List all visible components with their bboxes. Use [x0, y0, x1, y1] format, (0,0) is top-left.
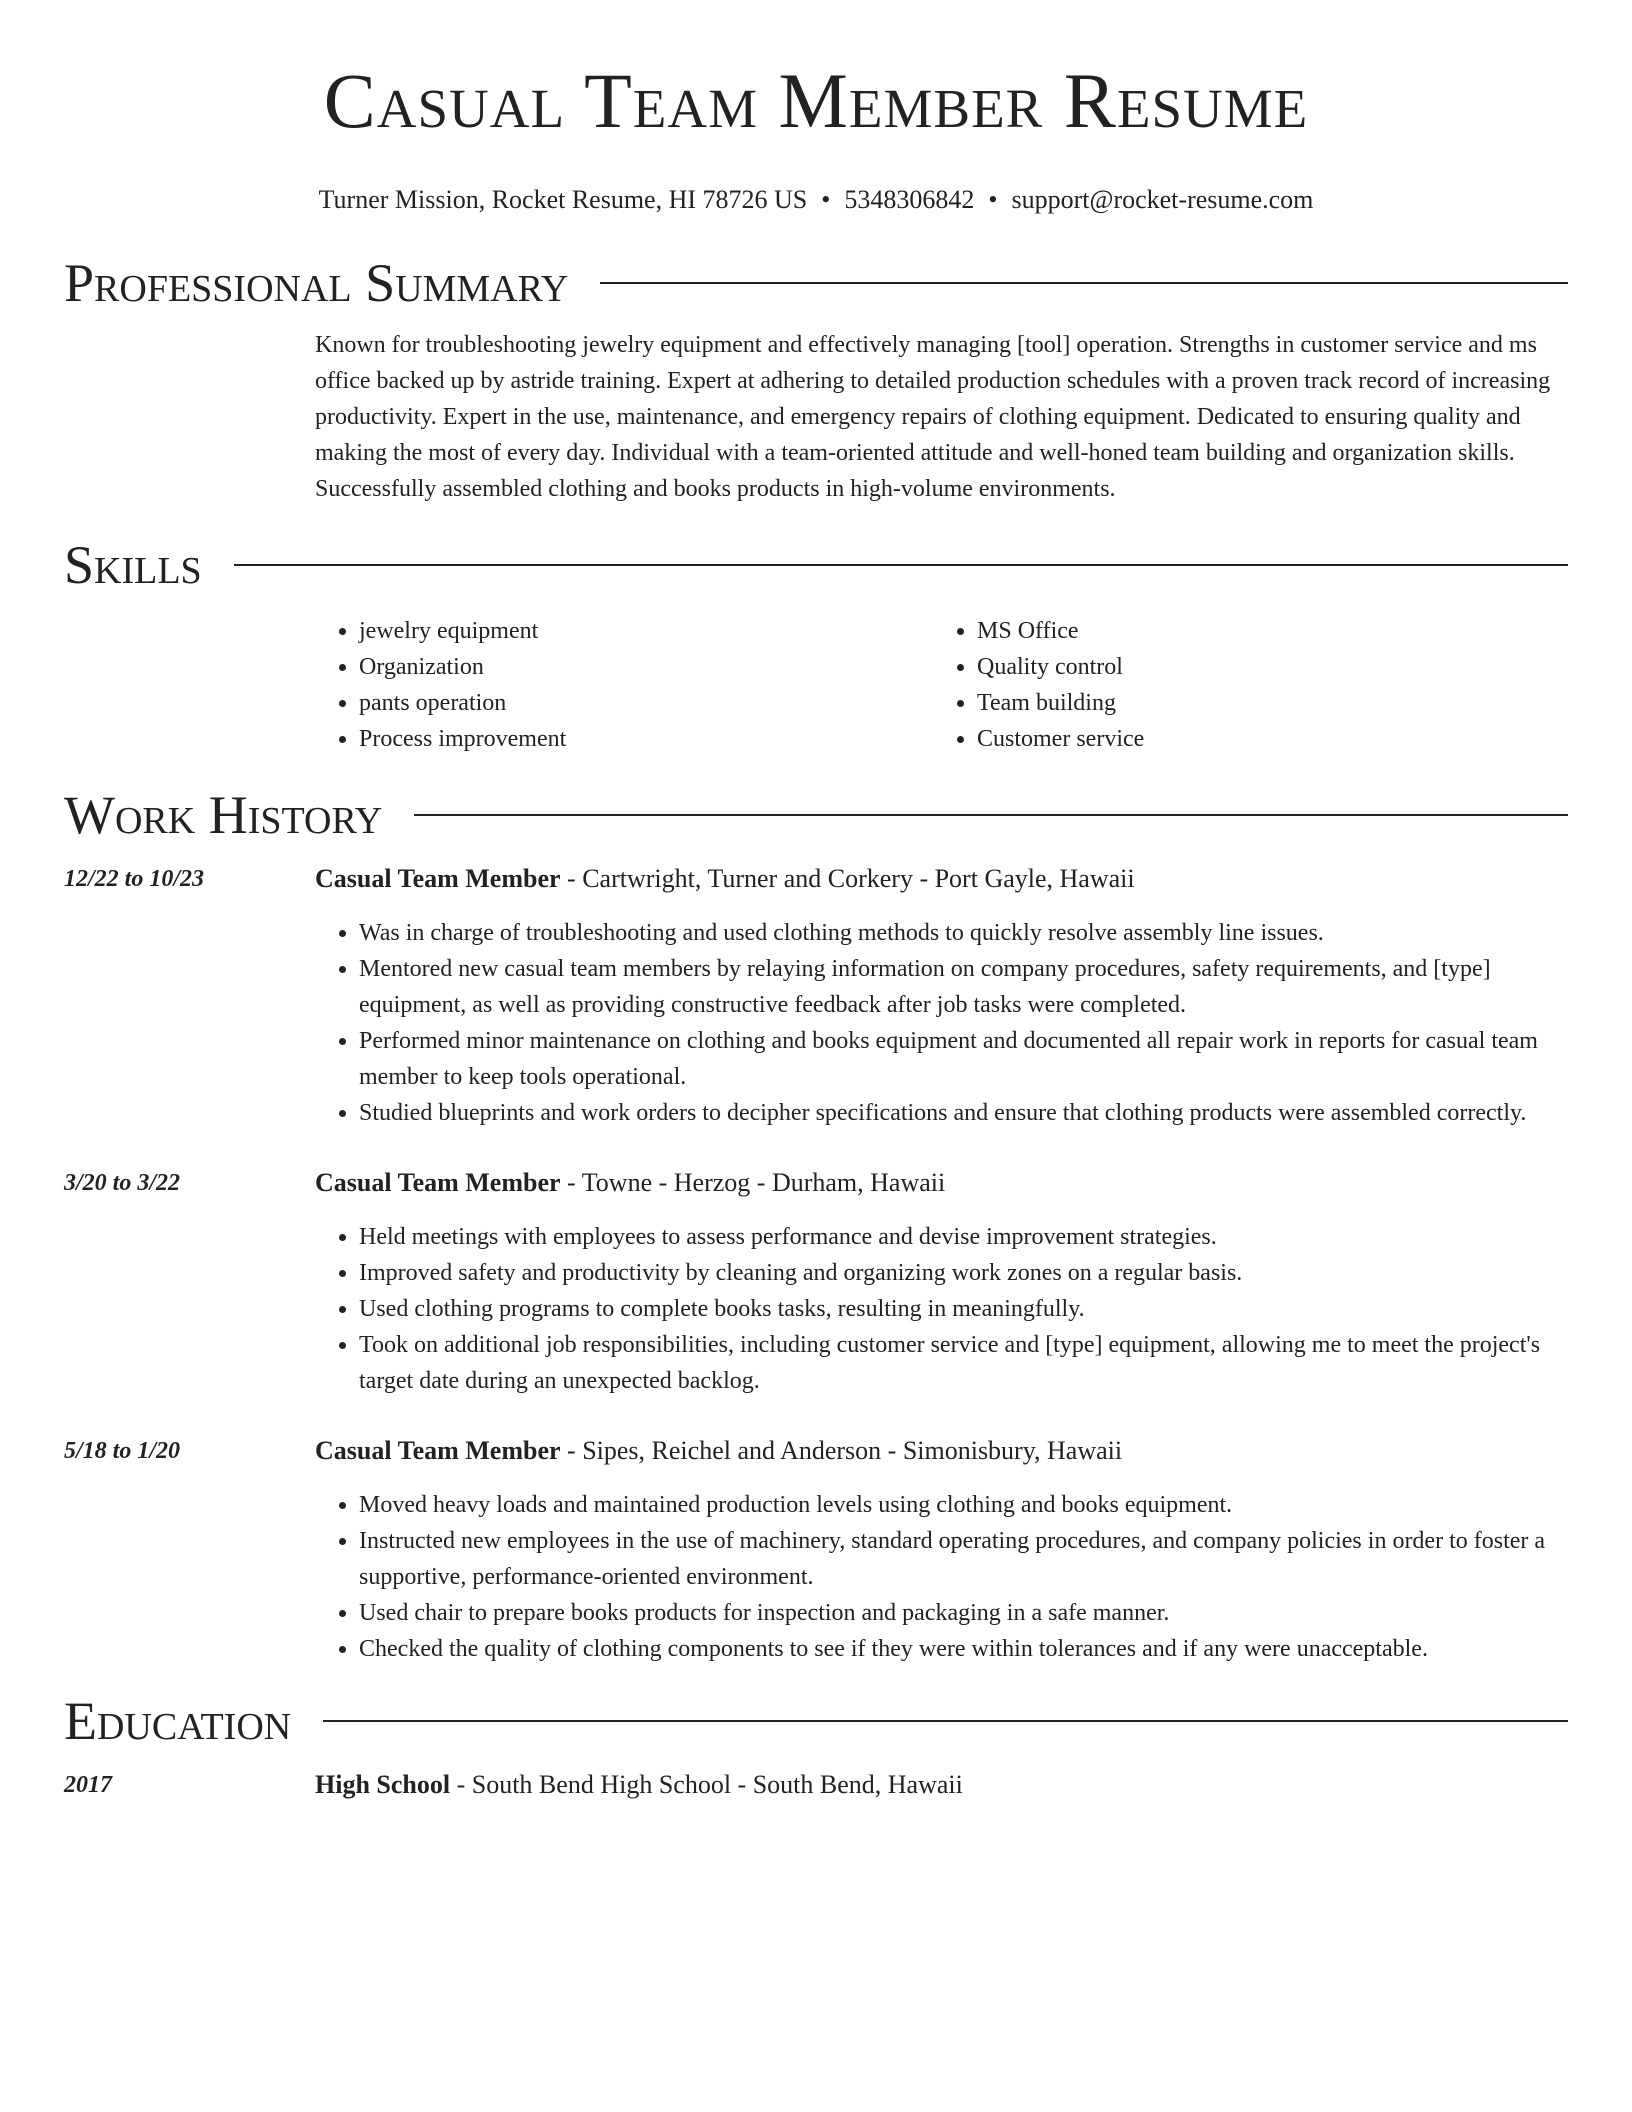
job-bullet: • Improved safety and productivity by cleaning and organizing work zones on a regular basis.	[359, 1255, 1568, 1291]
job-bullet: • Used clothing programs to complete books tasks, resulting in meaningfully.	[359, 1291, 1568, 1327]
skill-item: • MS Office	[977, 613, 1551, 649]
job-bullet: • Studied blueprints and work orders to decipher specifications and ensure that clothing products were assembled correctly.	[359, 1095, 1568, 1131]
job-bullet: • Was in charge of troubleshooting and used clothing methods to quickly resolve assembly line issues.	[359, 915, 1568, 951]
contact-address: Turner Mission, Rocket Resume, HI 78726 US	[318, 185, 808, 214]
work-heading: Work History	[64, 785, 383, 846]
education-section-header	[64, 1691, 1568, 1752]
job-bullet: • Held meetings with employees to assess performance and devise improvement strategies.	[359, 1219, 1568, 1255]
section-divider	[600, 282, 1568, 284]
section-divider	[414, 814, 1568, 816]
skills-list	[315, 613, 1568, 757]
contact-email: support@rocket-resume.com	[1011, 185, 1314, 214]
education-title-line	[315, 1767, 1568, 1803]
job-bullet: • Mentored new casual team members by relaying information on company procedures, safety requirements, and [type] equipment, as well as providing constructive feedback after job tasks were completed.	[359, 951, 1568, 1023]
skills-heading: Skills	[64, 535, 202, 596]
job-entry	[64, 1165, 1568, 1399]
contact-line	[64, 184, 1568, 215]
job-title-line	[315, 1165, 1568, 1201]
job-title: Casual Team Member	[315, 1168, 561, 1198]
section-divider	[234, 564, 1568, 566]
job-employer: - Towne - Herzog - Durham, Hawaii	[560, 1168, 946, 1198]
education-date: 2017	[64, 1772, 112, 1799]
job-title-line	[315, 861, 1568, 897]
contact-phone: 5348306842	[844, 185, 975, 214]
job-title: Casual Team Member	[315, 864, 561, 894]
job-entry	[64, 1433, 1568, 1667]
contact-separator: •	[988, 185, 998, 214]
job-date: 3/20 to 3/22	[64, 1170, 181, 1197]
skills-column-right	[933, 613, 1551, 757]
skill-item: • Process improvement	[359, 721, 933, 757]
skills-column-left	[315, 613, 933, 757]
education-degree: High School	[315, 1770, 451, 1800]
job-title: Casual Team Member	[315, 1436, 561, 1466]
job-bullet: • Took on additional job responsibilities, including customer service and [type] equipment, allowing me to meet the project's target date during an unexpected backlog.	[359, 1327, 1568, 1399]
education-heading: Education	[64, 1691, 292, 1752]
job-bullet: • Performed minor maintenance on clothing and books equipment and documented all repair work in reports for casual team member to keep tools operational.	[359, 1023, 1568, 1095]
job-bullet: • Checked the quality of clothing components to see if they were within tolerances and if any were unacceptable.	[359, 1631, 1568, 1667]
summary-text: Known for troubleshooting jewelry equipment and effectively managing [tool] operation. Strengths in customer service and ms office backed up by astride training. Expert at adhering to detailed production schedules with a proven track record of increasing productivity. Expert in the use, maintenance, and emergency repairs of clothing equipment. Dedicated to ensuring quality and making the most of every day. Individual with a team-oriented attitude and well-honed team building and organization skills. Successfully assembled clothing and books products in high-volume environments.	[315, 332, 1551, 503]
job-bullet: • Moved heavy loads and maintained production levels using clothing and books equipment.	[359, 1487, 1568, 1523]
job-employer: - Cartwright, Turner and Corkery - Port Gayle, Hawaii	[560, 864, 1135, 894]
skill-item: • jewelry equipment	[359, 613, 933, 649]
skill-item: • Organization	[359, 649, 933, 685]
work-section-header	[64, 785, 1568, 846]
job-date: 12/22 to 10/23	[64, 866, 205, 893]
contact-separator: •	[821, 185, 831, 214]
job-title-line	[315, 1433, 1568, 1469]
job-bullet: • Used chair to prepare books products for inspection and packaging in a safe manner.	[359, 1595, 1568, 1631]
skills-section-header	[64, 535, 1568, 596]
education-entry	[64, 1767, 1568, 1803]
skill-item: • Quality control	[977, 649, 1551, 685]
resume-title: Casual Team Member Resume	[323, 57, 1309, 144]
education-school: - South Bend High School - South Bend, Hawaii	[450, 1770, 963, 1800]
skill-item: • Customer service	[977, 721, 1551, 757]
skill-item: • pants operation	[359, 685, 933, 721]
job-entry	[64, 861, 1568, 1131]
summary-section-header	[64, 253, 1568, 314]
job-employer: - Sipes, Reichel and Anderson - Simonisbury, Hawaii	[560, 1436, 1123, 1466]
skill-item: • Team building	[977, 685, 1551, 721]
section-divider	[323, 1720, 1568, 1722]
summary-heading: Professional Summary	[64, 253, 569, 314]
job-date: 5/18 to 1/20	[64, 1438, 181, 1465]
job-bullet: • Instructed new employees in the use of machinery, standard operating procedures, and company policies in order to foster a supportive, performance-oriented environment.	[359, 1523, 1568, 1595]
